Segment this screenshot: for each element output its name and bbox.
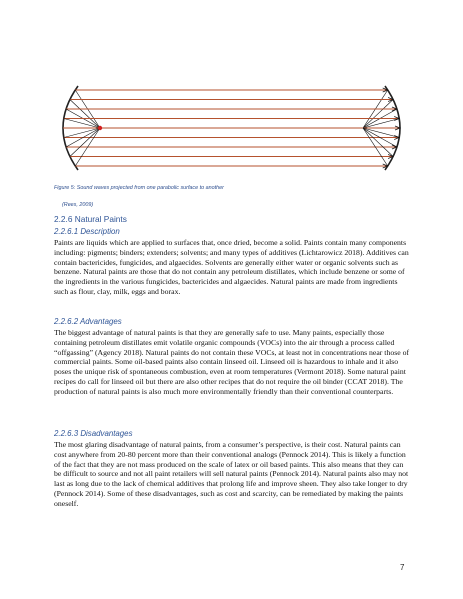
- subsection-heading-advantages: 2.2.6.2 Advantages: [54, 317, 122, 326]
- advantages-paragraph: The biggest advantage of natural paints is that they are generally safe to use. Many paints, especially those containing petroleum distillates emit volatile organic compounds (VOCs) into the air through a process called “offgassing” (Agency 2018). Natural paints do not contain these VOCs, at least not in concentrations near those of commercial paints. Some oil-based paints also contain linseed oil. Linseed oil is hazardous to inhale and it also poses the unique risk of spontaneous combustion, even at room temperatures (Vermont 2018). Some natural paint recipes do call for linseed oil but there are also other recipes that do not require the oil binder (CCAT 2018). The production of natural paints is also much more environmentally friendly than their conventional counterparts.: [54, 328, 410, 396]
- figure-caption: Figure 5: Sound waves projected from one parabolic surface to another: [54, 185, 224, 191]
- figure-citation: (Rees, 2009): [62, 202, 94, 208]
- focal-point: [98, 126, 102, 130]
- subsection-heading-disadvantages: 2.2.6.3 Disadvantages: [54, 429, 133, 438]
- parabolic-reflector-figure: [54, 78, 409, 178]
- section-heading-natural-paints: 2.2.6 Natural Paints: [54, 214, 127, 224]
- description-paragraph: Paints are liquids which are applied to surfaces that, once dried, become a solid. Paints contain many components including: pigments; binders; extenders; solvents; and many types of additives (Lichtarowicz 2018). Additives can contain bactericides, fungicides, and algaecides. Solvents are generally either water or organic solvents such as benzene. Natural paints are those that do not contain any petroleum distillates, which include benzene or some of the ingredients in the various fungicides, bactericides and algaecides. Natural paints are made from ingredients such as flour, clay, milk, eggs and borax.: [54, 238, 409, 296]
- disadvantages-paragraph: The most glaring disadvantage of natural paints, from a consumer’s perspective, is their cost. Natural paints can cost anywhere from 20-80 percent more than their conventional analogs (Pennock 2014). This is likely a function of the fact that they are not mass produced on the scale of latex or oil based paints. This also means that they can be difficult to source and not all paint retailers will sell natural paints (Pennock 2014). Natural paints also may not last as long due to the lack of chemical additives that prolong life and improve sheen. They also take longer to dry (Pennock 2014). Some of these disadvantages, such as cost and scarcity, can be remediated by making the paints oneself.: [54, 440, 409, 508]
- parabolic-reflector-diagram: [54, 78, 409, 178]
- page-number: 7: [400, 563, 405, 572]
- subsection-heading-description: 2.2.6.1 Description: [54, 227, 120, 236]
